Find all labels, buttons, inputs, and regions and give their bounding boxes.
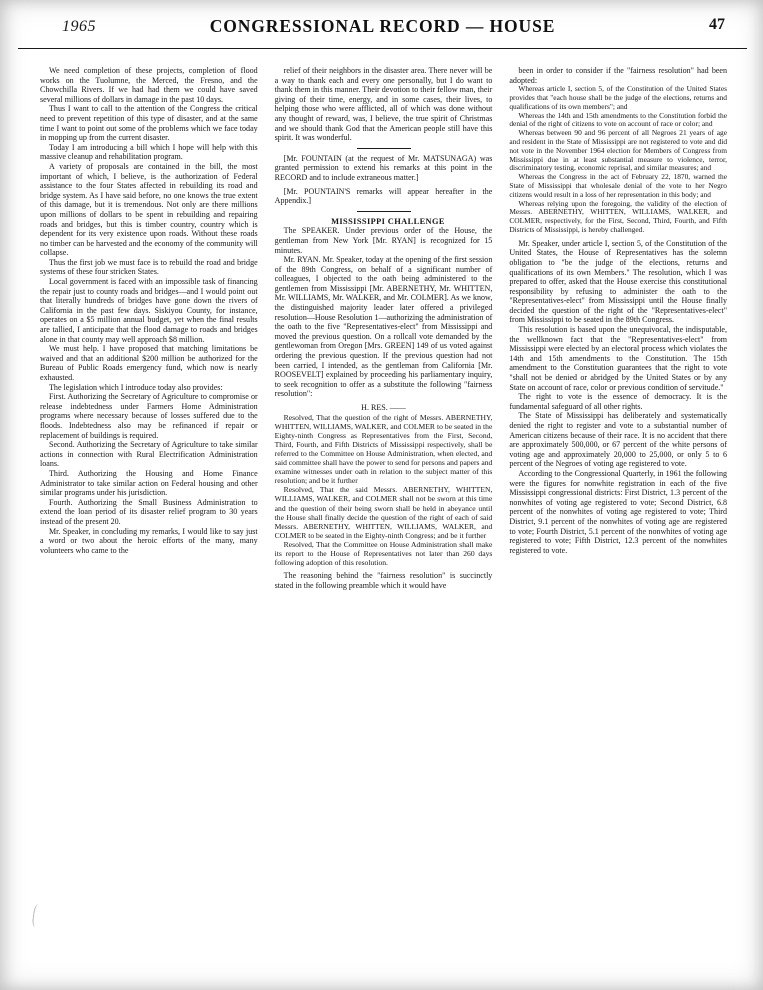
section-divider xyxy=(357,148,411,149)
paragraph: Today I am introducing a bill which I hope will help with this massive cleanup and rehabilitation program. xyxy=(40,142,258,162)
paragraph: The SPEAKER. Under previous order of the House, the gentleman from New York [Mr. RYAN] is recognized for 15 minutes. xyxy=(274,226,493,255)
paragraph: Mr. RYAN. Mr. Speaker, today at the opening of the first session of the 89th Congress, on behalf of a significant number of colleagues, I objected to the oath being administered to the gentlemen from Mississippi [Mr. ABERNETHY, Mr. WHITTEN, Mr. WILLIAMS, Mr. WALKER, and Mr. COLMER]. As we know, the distinguished majority leader later offered a privileged resolution—House Resolution 1—authorizing the administration of the oath to the five "Representatives-elect" from Mississippi and moved the previous question. On a rollcall vote demanded by the gentlewoman from Oregon [Mrs. GREEN] 149 of us voted against ordering the previous question. If the previous question had not been carried, I intended, as the gentleman from California [Mr. ROOSEVELT] explained by proceeding his parliamentary inquiry, to seek recognition to offer as a substitute the following "fairness resolution": xyxy=(274,255,493,399)
paragraph: According to the Congressional Quarterly, in 1961 the following were the figures for nonwhite registration in each of the five Mississippi congressional districts: First District, 1.3 percent of the nonwhites of voting age registered to vote; Second District, 6.8 percent of the nonwhites of voting age registered to vote; Third District, 9.1 percent of the nonwhites of voting age are registered to vote; Fourth District, 5.1 percent of the nonwhites of voting age registered to vote; Fifth District, 12.3 percent of the nonwhites registered to vote. xyxy=(509,468,728,555)
year-label: 1965 xyxy=(62,18,96,35)
paragraph: Local government is faced with an impossible task of financing the repair just to county roads and bridges—and I would point out that literally hundreds of bridges have gone down the rivers of California in the past few days. Siskiyou County, for instance, operates on a $5 million annual budget, yet when the final results are tallied, I anticipate that the flood damage to roads and bridges alone in that county may well approach $8 million. xyxy=(40,277,258,344)
preamble-paragraph: Whereas relying upon the foregoing, the validity of the election of Messrs. ABERNETHY, WHITTEN, WILLIAMS, WALKER, and COLMER, respectively, for the First, Second, Third, Fourth, and Fifth Districts of Mississippi, is hereby challenged. xyxy=(509,198,728,234)
page-masthead xyxy=(18,14,747,49)
resolution-paragraph: Resolved, That the Committee on House Administration shall make its report to the House of Representatives not later than 260 days following adoption of this resolution. xyxy=(274,539,493,568)
paragraph: We must help. I have proposed that matching limitations be waived and that an additional $200 million be authorized for the Bureau of Public Roads emergency fund, which now is nearly exhausted. xyxy=(40,344,258,382)
paragraph: Third. Authorizing the Housing and Home Finance Administrator to take similar action on Federal housing and other similar programs under his jurisdiction. xyxy=(40,468,258,498)
paragraph: First. Authorizing the Secretary of Agriculture to compromise or release indebtedness under Farmers Home Administration programs where necessary because of losses suffered due to the floods. Indebtedness also may be refinanced if repair or replacement of buildings is required. xyxy=(40,392,258,440)
paragraph: Fourth. Authorizing the Small Business Administration to extend the loan period of its disaster relief program to 30 years instead of the present 20. xyxy=(40,497,258,526)
column-2 xyxy=(275,66,493,966)
paragraph: The right to vote is the essence of democracy. It is the fundamental safeguard of all other rights. xyxy=(509,392,728,411)
paragraph: This resolution is based upon the unequivocal, the indisputable, the wellknown fact that the "Representatives-elect" from Mississippi were elected by an electoral process which violates the 14th and 15th amendments to the Constitution. The 15th amendment to the Constitution guarantees that the right to vote "shall not be denied or abridged by the United States or by any State on account of race, color or previous condition of servitude." xyxy=(509,325,728,392)
preamble-paragraph: Whereas between 90 and 96 percent of all Negroes 21 years of age and resident in the State of Mississippi are not registered to vote and did not vote in the November 1964 election for Members of Congress from Mississippi due in at least substantial measure to violence, terror, discriminatory testing, economic reprisal, and similar measures; and xyxy=(509,128,728,173)
resolution-paragraph: Resolved, That the said Messrs. ABERNETHY, WHITTEN, WILLIAMS, WALKER, and COLMER shall not be sworn at this time and the question of their being sworn shall be held in abeyance until the House shall finally decide the question of the right of each of said Messrs. ABERNETHY, WHITTEN, WILLIAMS, WALKER, and COLMER to be seated in the Eighty-ninth Congress; and be it further xyxy=(274,485,493,540)
column-3 xyxy=(509,66,727,966)
paragraph: Second. Authorizing the Secretary of Agriculture to take similar actions in connection with Rural Electrification Administration loans. xyxy=(40,440,258,469)
section-heading: MISSISSIPPI CHALLENGE xyxy=(331,216,445,226)
preamble-paragraph: Whereas article I, section 5, of the Constitution of the United States provides that "each house shall be the judge of the elections, returns and qualifications of its own members"; and xyxy=(509,84,728,111)
bracketed-note: [Mr. POUNTAIN'S remarks will appear hereafter in the Appendix.] xyxy=(274,186,493,206)
paragraph: A variety of proposals are contained in the bill, the most important of which, I believe, is the authorization of Federal assistance to the four States affected in rebuilding its road and bridge system. As I have said before, no one knows the true extent of this damage, but it is tremendous. Not only are there millions upon millions of dollars to be spent in rebuilding and repairing roads and bridges, but this is timber country, country which is dependent for its very existence upon roads. Without these roads no timber can be harvested and the economy of the community will collapse. xyxy=(40,161,258,258)
paragraph: Mr. Speaker, in concluding my remarks, I would like to say just a word or two about the heroic efforts of the many, many volunteers who came to the xyxy=(40,526,258,555)
paragraph: The legislation which I introduce today also provides: xyxy=(49,382,223,392)
column-1 xyxy=(40,66,258,966)
paragraph: Mr. Speaker, under article I, section 5, of the Constitution of the United States, the House of Representatives has the solemn obligation to "be the judge of the elections, returns and qualifications of its own Members." The resolution, which I was prepared to offer, asked that the House exercise this constitutional responsibility by refusing to administer the oath to the "Representatives-elect" from Mississippi until the House finally decided the question of the right of the "Representatives-elect" from Mississippi to be seated in the 89th Congress. xyxy=(509,238,728,325)
paragraph: been in order to consider if the "fairness resolution" had been adopted: xyxy=(509,66,728,85)
resolution-paragraph: Resolved, That the question of the right of Messrs. ABERNETHY, WHITTEN, WILLIAMS, WALKER, and COLMER to be seated in the Eighty-ninth Congress as Representatives from the First, Second, Third, Fourth, and Fifth Districts of Mississippi respectively, shall be referred to the Committee on House Administration, when elected, and said committee shall have the power to send for persons and papers and examine witnesses under oath in relation to the subject matter of this resolution; and be it further xyxy=(274,412,493,486)
page-sheet xyxy=(18,14,747,976)
text-columns xyxy=(40,66,727,966)
publication-title: CONGRESSIONAL RECORD — HOUSE xyxy=(209,16,556,36)
paragraph: The State of Mississippi has deliberately and systematically denied the right to register and vote to a substantial number of American citizens because of their race. It is no accident that there are approximately 500,000, or 67 percent of the white persons of voting age and approximately 20,000 to 25,000, or only 5 to 6 percent of the Negroes of voting age registered to vote. xyxy=(509,411,728,469)
paragraph: We need completion of these projects, completion of flood works on the Tuolumne, the Merced, the Fresno, and the Chowchilla Rivers. If we had had them we could have saved several millions of dollars in damage in the past 10 days. xyxy=(40,66,258,104)
paragraph: Thus the first job we must face is to rebuild the road and bridge systems of these four stricken States. xyxy=(40,257,258,277)
preamble-paragraph: Whereas the Congress in the act of February 22, 1870, warned the State of Mississippi that wholesale denial of the vote to her Negro citizens would result in a loss of her representation in this body; and xyxy=(509,172,728,199)
resolution-label: H. RES. —— xyxy=(361,403,406,412)
bracketed-note: [Mr. FOUNTAIN (at the request of Mr. MATSUNAGA) was granted permission to extend his remarks at this point in the RECORD and to include extraneous matter.] xyxy=(274,153,493,182)
preamble-paragraph: Whereas the 14th and 15th amendments to the Constitution forbid the denial of the right of citizens to vote on account of race or color; and xyxy=(509,110,728,129)
paragraph: relief of their neighbors in the disaster area. There never will be a way to thank each and every one personally, but I do want to thank them in this manner. Their devotion to their fellow man, their giving of their time, energy, and in some cases, their lives, to helping those who were afflicted, all of which was done without any thought of reward, was, I believe, the true spirit of Christmas and we should thank God that the American people still have this spirit. It was wonderful. xyxy=(274,66,493,143)
paragraph: Thus I want to call to the attention of the Congress the critical need to prevent repetition of this type of disaster, and at the same time I want to point out some of the problems which we face today in mopping up from the current disaster. xyxy=(40,104,258,143)
paragraph: The reasoning behind the "fairness resolution" is succinctly stated in the following preamble which it would have xyxy=(274,571,493,590)
section-divider xyxy=(357,211,411,212)
page-number: 47 xyxy=(709,16,725,33)
